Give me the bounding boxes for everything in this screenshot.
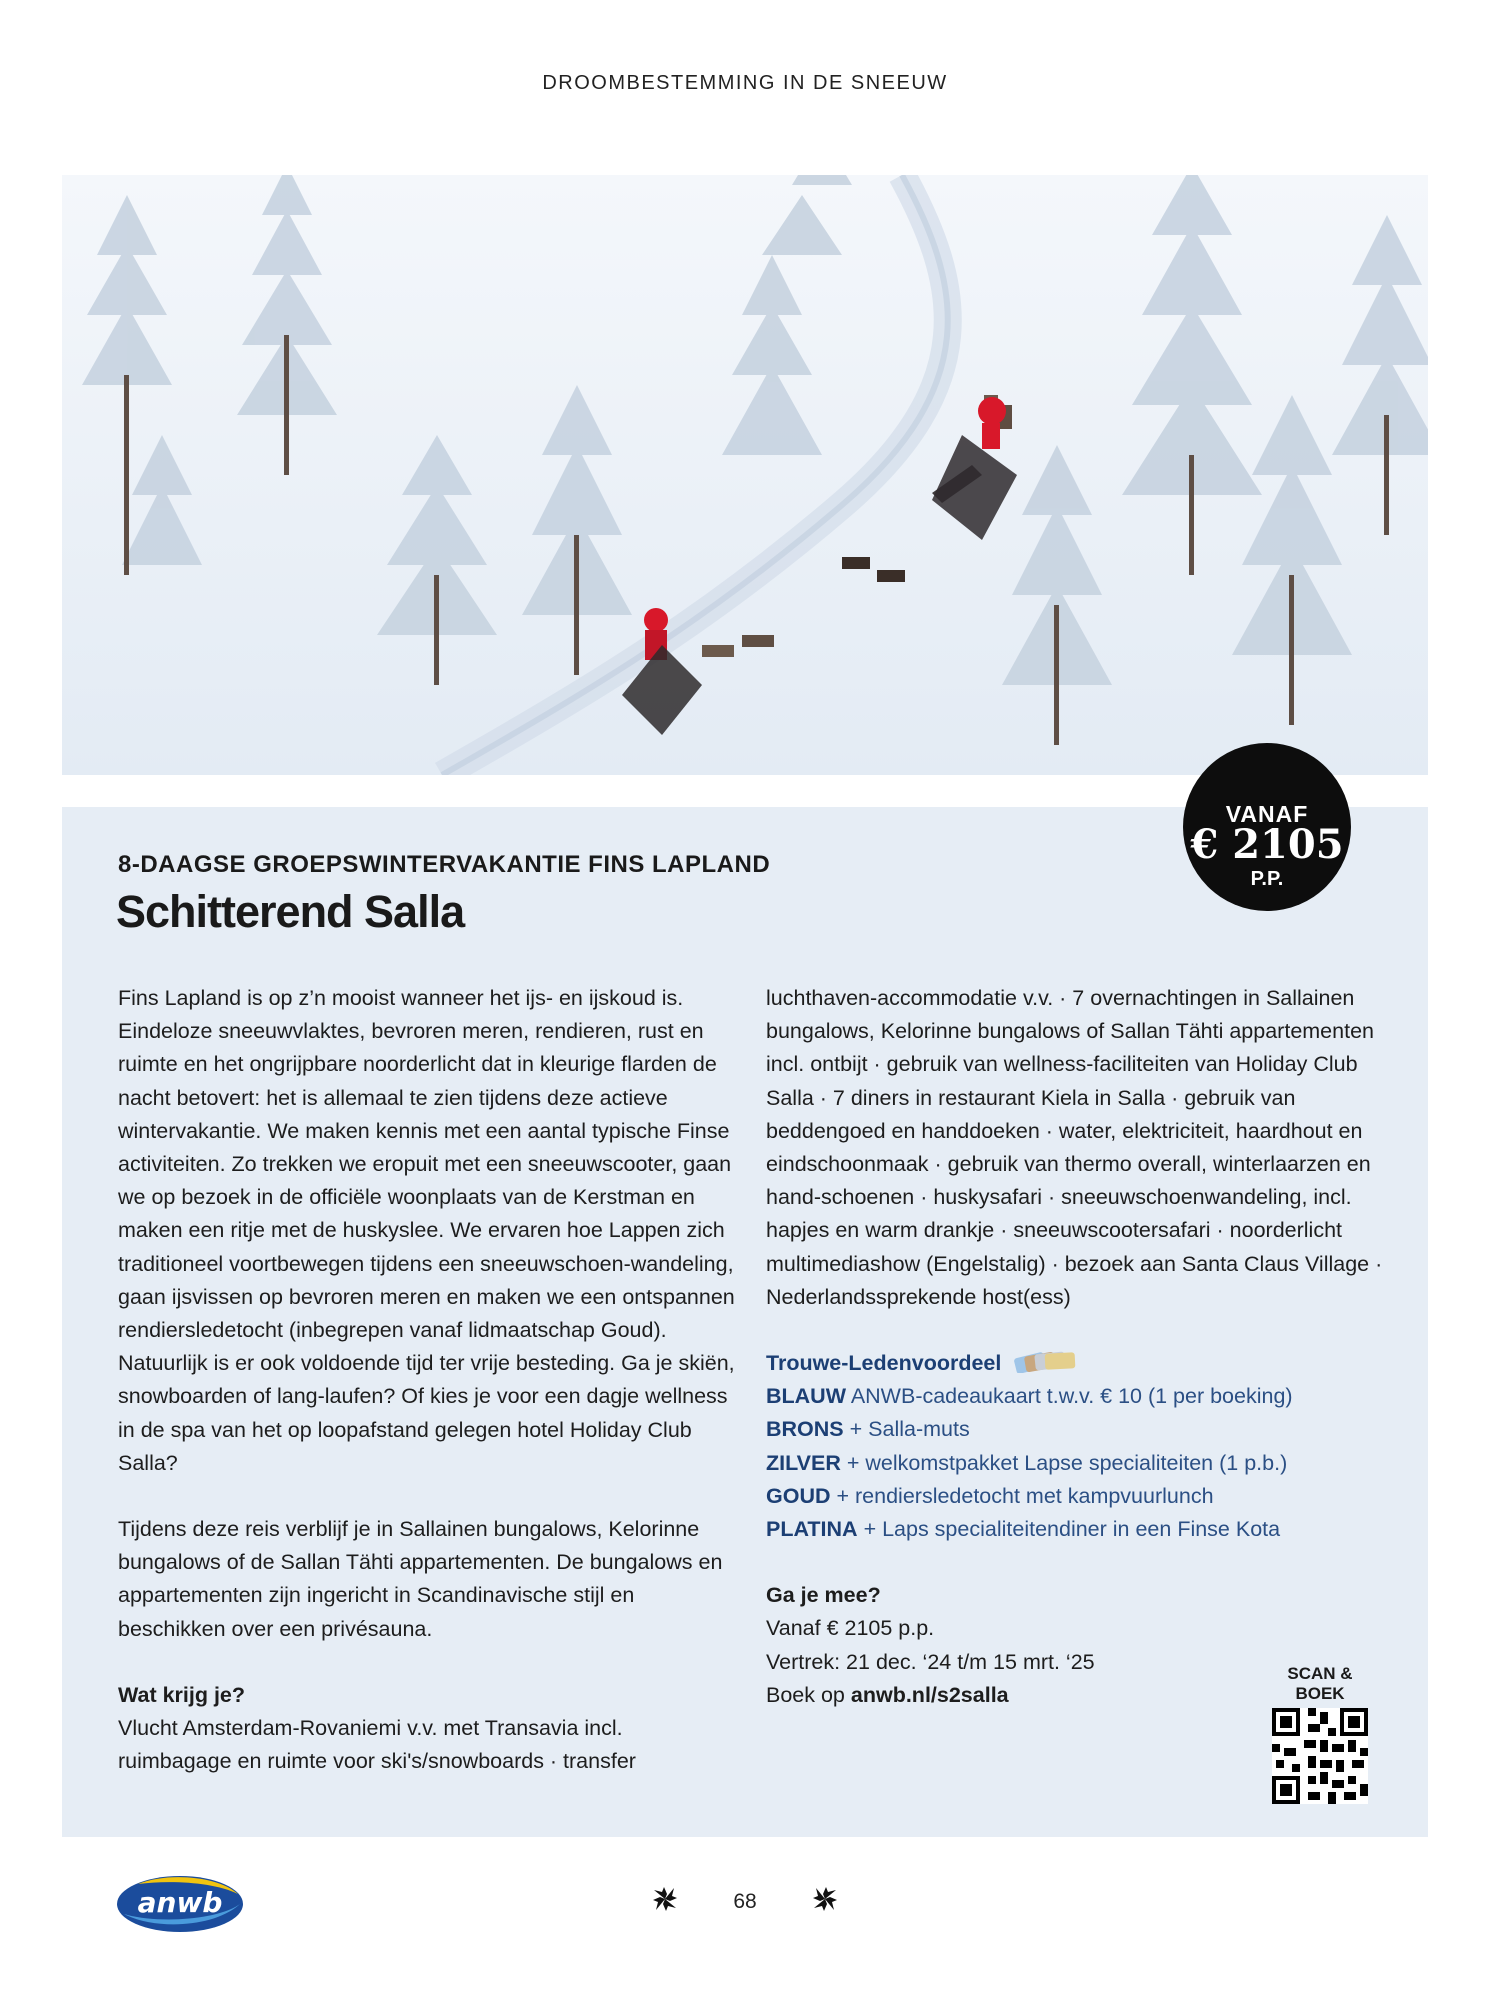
tier-benefit: + welkomstpakket Lapse specialiteiten (1 p.b.) [846,1450,1288,1475]
article-subtitle: 8-DAAGSE GROEPSWINTERVAKANTIE FINS LAPLAND [118,851,771,878]
tier-name: GOUD [766,1483,831,1508]
scan-label-line2: BOEK [1295,1684,1345,1703]
loyalty-tier-brons [766,1413,1386,1446]
price-badge-from: VANAF [1225,801,1309,827]
hero-photo [62,175,1428,775]
qr-code-icon[interactable] [1272,1708,1368,1804]
loyalty-heading: Trouwe-Ledenvoordeel [766,1351,1002,1376]
right-column [766,982,1386,1712]
tier-benefit: + Salla-muts [849,1417,970,1442]
booking-heading: Ga je mee? [766,1583,881,1608]
included-text-continued: luchthaven-accommodatie v.v. · 7 overnachtingen in Sallainen bungalows, Kelorinne bungalows of Sallan Tähti appartementen incl. ontbijt · gebruik van wellness-faciliteiten van Holiday Club Salla · 7 diners in restaurant Kiela in Salla · gebruik van beddengoed en handdoeken · water, elektriciteit, haardhout en eindschoonmaak · gebruik van thermo overall, winterlaarzen en hand-schoenen · huskysafari · sneeuwschoenwandeling, incl. hapjes en warm drankje · sneeuwscootersafari · noorderlicht multimediashow (Engelstalig) · bezoek aan Santa Claus Village · Nederlandssprekende host(ess) [766,986,1383,1309]
anwb-logo-text: anwb [137,1886,223,1919]
loyalty-tier-blauw [766,1380,1386,1413]
scan-label [1270,1664,1370,1704]
price-badge-amount: € 2105 [1190,821,1344,868]
loyalty-heading-row [766,1347,1386,1380]
scan-label-line1: SCAN & [1287,1664,1353,1683]
page-number: 68 [733,1890,757,1913]
fleuron-left-icon [652,1886,678,1912]
tier-benefit: + Laps specialiteitendiner in een Finse Kota [863,1517,1281,1542]
booking-price: Vanaf € 2105 p.p. [766,1616,935,1641]
price-badge [1183,743,1351,911]
tier-name: ZILVER [766,1450,841,1475]
loyalty-tier-goud [766,1480,1386,1513]
loyalty-tier-platina [766,1513,1386,1546]
tier-name: BRONS [766,1417,844,1442]
anwb-logo [114,1870,246,1936]
loyalty-tier-zilver [766,1447,1386,1480]
left-column [118,982,738,1778]
included-text: Vlucht Amsterdam-Rovaniemi v.v. met Transavia incl. ruimbagage en ruimte voor ski's/snowboards · transfer [118,1716,636,1774]
tier-benefit: ANWB-cadeaukaart t.w.v. € 10 (1 per boeking) [850,1384,1293,1409]
section-kicker: DROOMBESTEMMING IN DE SNEEUW [542,72,948,94]
tier-name: BLAUW [766,1384,847,1409]
intro-paragraph: Fins Lapland is op z’n mooist wanneer het ijs- en ijskoud is. Eindeloze sneeuwvlaktes, bevroren meren, rendieren, rust en ruimte en het ongrijpbare noorderlicht dat in kleurige flarden de nacht betovert: het is allemaal te zien tijdens deze actieve wintervakantie. We maken kennis met een aantal typische Finse activiteiten. Zo trekken we eropuit met een sneeuwscooter, gaan we op bezoek in de officiële woonplaats van de Kerstman en maken een ritje met de huskyslee. We ervaren hoe Lappen zich traditioneel voortbewegen tijdens een sneeuwschoen-wandeling, gaan ijsvissen op bevroren meren en maken we een ontspannen rendiersledetocht (inbegrepen vanaf lidmaatschap Goud). Natuurlijk is er ook voldoende tijd ter vrije besteding. Ga je skiën, snowboarden of lang-laufen? Of kies je voor een dagje wellness in de spa van het op loopafstand gelegen hotel Holiday Club Salla? [118,986,735,1475]
price-badge-pp: P.P. [1250,868,1284,890]
booking-prefix: Boek op [766,1682,845,1707]
included-heading: Wat krijg je? [118,1682,246,1707]
booking-url-link[interactable]: anwb.nl/s2salla [850,1682,1009,1707]
fleuron-right-icon [812,1886,838,1912]
stay-paragraph: Tijdens deze reis verblijf je in Sallainen bungalows, Kelorinne bungalows of de Sallan Tähti appartementen. De bungalows en appartementen zijn ingericht in Scandinavische stijl en beschikken over een privésauna. [118,1517,723,1641]
booking-departure: Vertrek: 21 dec. ‘24 t/m 15 mrt. ‘25 [766,1649,1095,1674]
article-title: Schitterend Salla [116,886,465,937]
tier-name: PLATINA [766,1517,858,1542]
membership-cards-icon [1013,1349,1079,1373]
tier-benefit: + rendiersledetocht met kampvuurlunch [836,1483,1214,1508]
